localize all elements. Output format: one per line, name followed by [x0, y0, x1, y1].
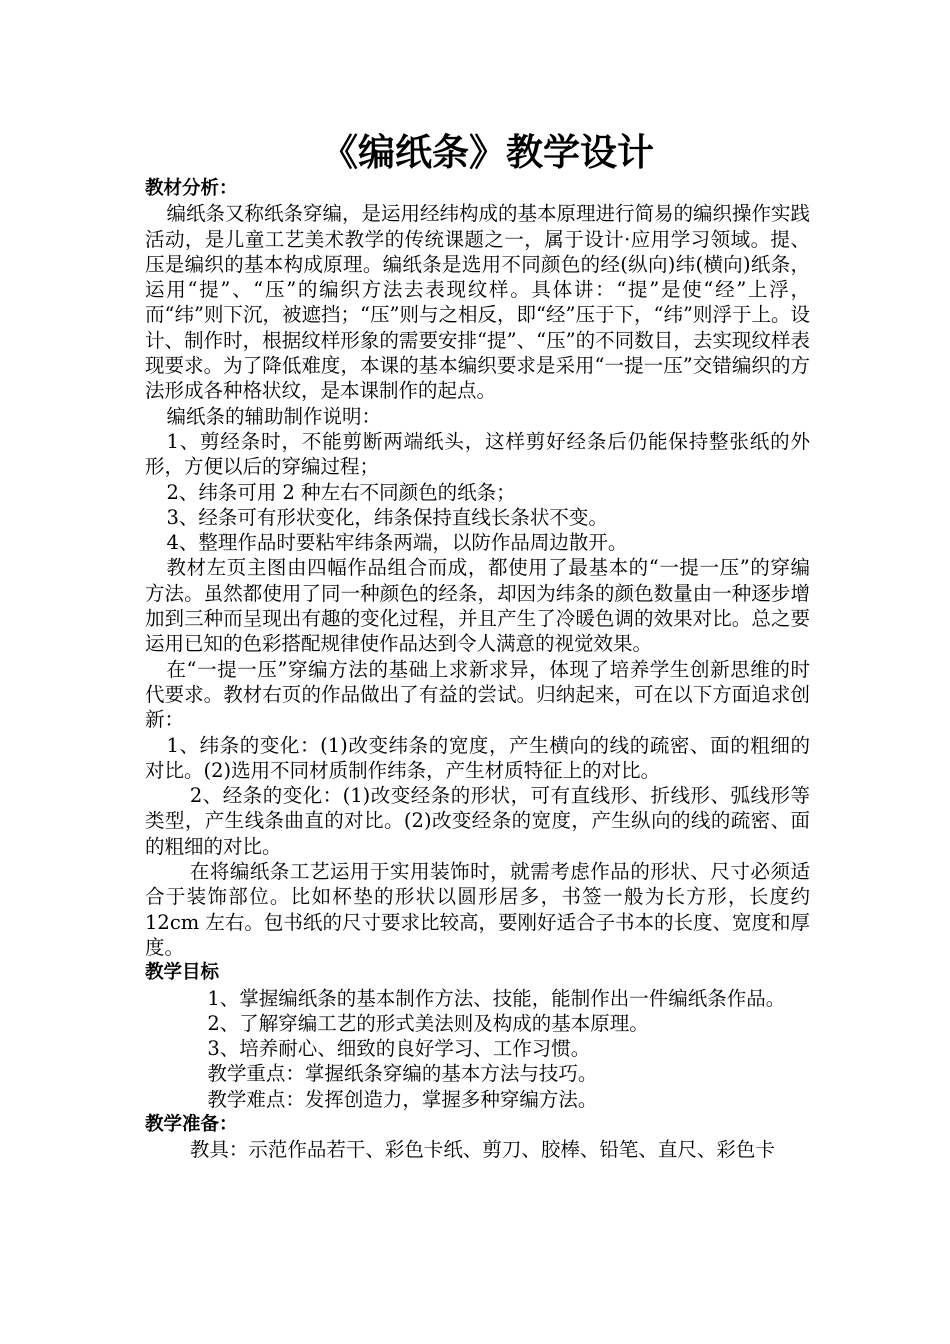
goal-item: 2、了解穿编工艺的形式美法则及构成的基本原理。	[207, 1011, 649, 1035]
paragraph: 1、剪经条时，不能剪断两端纸头，这样剪好经条后仍能保持整张纸的外形，方便以后的穿编过程；	[145, 429, 810, 479]
paragraph: 教材左页主图由四幅作品组合而成，都使用了最基本的“一提一压”的穿编方法。虽然都使用了同一种颜色的经条，却因为纬条的颜色数量由一种逐步增加到三种而呈现出有趣的变化过程，并且产生了冷暖色调的效果对比。总之要运用已知的色彩搭配规律使作品达到令人满意的视觉效果。	[145, 556, 810, 656]
paragraph: 在“一提一压”穿编方法的基础上求新求异，体现了培养学生创新思维的时代要求。教材右页的作品做出了有益的尝试。归纳起来，可在以下方面追求创新：	[145, 657, 810, 732]
paragraph: 教具：示范作品若干、彩色卡纸、剪刀、胶棒、铅笔、直尺、彩色卡	[189, 1138, 775, 1162]
goal-item: 3、培养耐心、细致的良好学习、工作习惯。	[207, 1037, 591, 1061]
section-heading-goals: 教学目标	[145, 962, 220, 984]
paragraph: 2、经条的变化：(1)改变经条的形状，可有直线形、折线形、弧线形等类型，产生线条曲直的对比。(2)改变经条的宽度，产生纵向的线的疏密、面的粗细的对比。	[145, 784, 810, 858]
goal-item: 教学难点：发挥创造力，掌握多种穿编方法。	[207, 1087, 598, 1111]
paragraph: 4、整理作品时要粘牢纬条两端，以防作品周边散开。	[166, 531, 628, 555]
goal-item: 1、掌握编纸条的基本制作方法、技能，能制作出一件编纸条作品。	[207, 986, 786, 1010]
section-heading-prep: 教学准备：	[145, 1113, 238, 1135]
document-title: 《编纸条》教学设计	[321, 130, 654, 174]
paragraph: 1、纬条的变化：(1)改变纬条的宽度，产生横向的线的疏密、面的粗细的对比。(2)选用不同材质制作纬条，产生材质特征上的对比。	[145, 733, 810, 782]
paragraph: 2、纬条可用 2 种左右不同颜色的纸条；	[166, 480, 516, 504]
section-heading-analysis: 教材分析：	[145, 178, 238, 199]
paragraph: 编纸条又称纸条穿编，是运用经纬构成的基本原理进行简易的编织操作实践活动，是儿童工艺美术教学的传统课题之一，属于设计·应用学习领域。提、压是编织的基本构成原理。编纸条是选用不同颜色的经(纵向)纬(横向)纸条，运用“提”、“压”的编织方法去表现纹样。具体讲：“提”是使“经”上浮，而“纬”则下沉，被遮挡；“压”则与之相反，即“经”压于下，“纬”则浮于上。设计、制作时，根据纹样形象的需要安排“提”、“压”的不同数目，去实现纹样表现要求。为了降低难度，本课的基本编织要求是采用“一提一压”交错编织的方法形成各种格状纹，是本课制作的起点。	[145, 202, 810, 403]
document-page	[145, 128, 810, 1163]
paragraph: 3、经条可有形状变化，纬条保持直线长条状不变。	[166, 505, 608, 529]
paragraph: 编纸条的辅助制作说明：	[166, 404, 381, 428]
goal-item: 教学重点：掌握纸条穿编的基本方法与技巧。	[207, 1062, 598, 1086]
paragraph: 在将编纸条工艺运用于实用装饰时，就需考虑作品的形状、尺寸必须适合于装饰部位。比如杯垫的形状以圆形居多，书签一般为长方形，长度约 12cm 左右。包书纸的尺寸要求比较高，要刚好适合子书本的长度、宽度和厚度。	[145, 860, 810, 959]
